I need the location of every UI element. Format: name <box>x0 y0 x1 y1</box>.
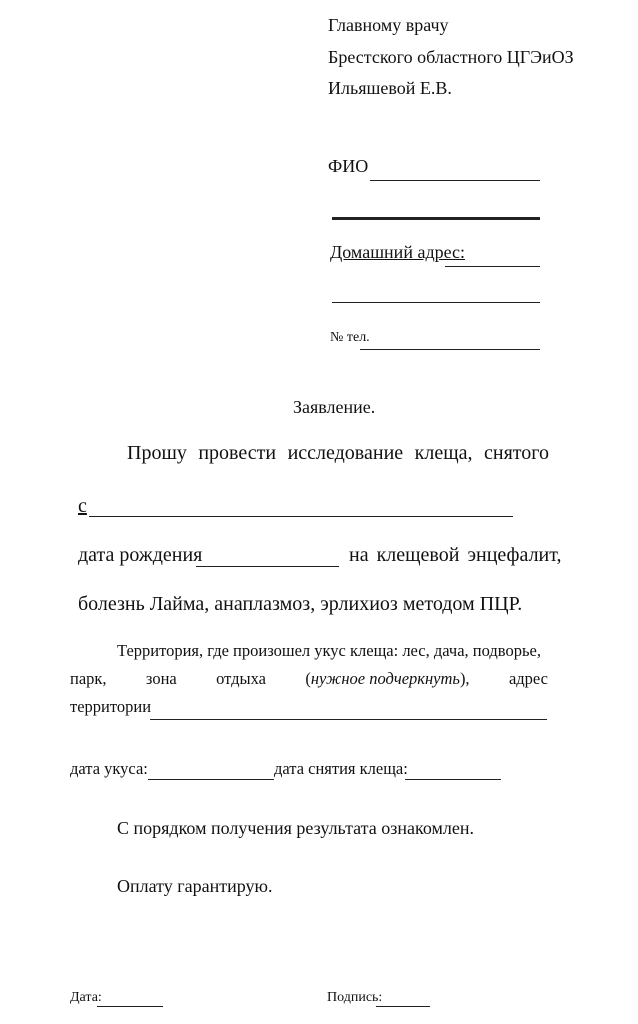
territory-word: адрес <box>508 669 548 688</box>
territory-line-2 <box>70 669 548 689</box>
footer-signature-label: Подпись: <box>327 990 383 1005</box>
acknowledgement-text: С порядком получения результата ознакомлен. <box>117 818 474 838</box>
birth-label: дата рождения <box>78 544 203 566</box>
address-line <box>445 266 540 267</box>
territory-word: зона <box>145 669 177 688</box>
request-word: провести <box>198 442 277 464</box>
territory-underline-note <box>305 669 469 689</box>
document-title: Заявление. <box>293 397 376 417</box>
territory-line-1: Территория, где произошел укус клеща: лес, дача, подворье, <box>117 641 541 660</box>
payment-guarantee-text: Оплату гарантирую. <box>117 876 273 896</box>
paren-open: ( <box>305 669 311 688</box>
address-label: Домашний адрес: <box>330 242 466 262</box>
bite-date-line <box>148 779 274 780</box>
request-line-3: болезнь Лайма, анаплазмоз, эрлихиоз методом ПЦР. <box>78 593 523 615</box>
territory-address-line <box>150 719 547 720</box>
from-label: с <box>78 495 87 517</box>
paren-close: ), <box>459 669 470 688</box>
recipient-line-2: Брестского областного ЦГЭиОЗ <box>328 47 574 67</box>
removal-date-line <box>405 779 501 780</box>
request-line-1 <box>127 441 549 465</box>
territory-word: отдыха <box>216 669 266 688</box>
bite-date-label: дата укуса: <box>70 759 148 778</box>
phone-line <box>360 349 540 350</box>
territory-word: парк, <box>70 669 107 688</box>
underline-instruction: нужное подчеркнуть <box>310 669 460 688</box>
address-line-2 <box>332 302 540 303</box>
request-word: исследование <box>287 442 404 464</box>
footer-date-label: Дата: <box>70 990 102 1005</box>
territory-address-label: территории <box>70 697 152 716</box>
footer-signature-line <box>376 1006 430 1007</box>
removal-date-label: дата снятия клеща: <box>274 759 408 778</box>
recipient-line-1: Главному врачу <box>328 15 449 35</box>
phone-label: № тел. <box>330 330 370 345</box>
request-word: снятого <box>484 442 549 464</box>
request-word: клеща, <box>414 442 473 464</box>
fio-line <box>370 180 540 181</box>
fio-line-2 <box>332 217 540 220</box>
birth-line <box>196 566 339 567</box>
request-word: Прошу <box>127 442 187 464</box>
recipient-line-3: Ильяшевой Е.В. <box>328 78 452 98</box>
fio-label: ФИО <box>328 156 369 176</box>
footer-date-line <box>97 1006 163 1007</box>
birth-after-text: на клещевой энцефалит, <box>349 544 562 566</box>
from-line <box>89 516 513 517</box>
